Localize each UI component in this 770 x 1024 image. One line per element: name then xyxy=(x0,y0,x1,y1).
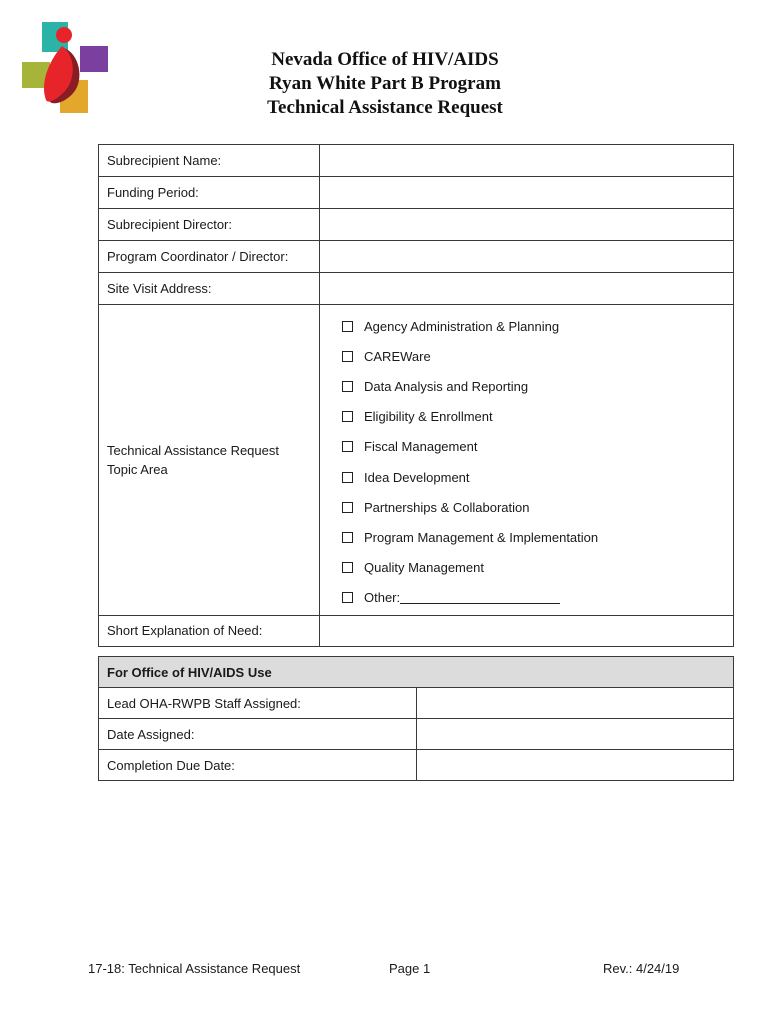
completion-due-label: Completion Due Date: xyxy=(99,750,417,781)
footer-page-number: Page 1 xyxy=(389,961,431,976)
topic-option-label: Partnerships & Collaboration xyxy=(364,499,530,515)
topic-option[interactable] xyxy=(342,402,733,432)
topic-option-label: Idea Development xyxy=(364,469,470,485)
completion-due-field[interactable] xyxy=(416,750,734,781)
topic-option[interactable] xyxy=(342,522,733,552)
topic-option-label: Data Analysis and Reporting xyxy=(364,378,529,394)
topic-option[interactable] xyxy=(342,341,733,371)
topic-option-label: Program Management & Implementation xyxy=(364,529,599,545)
topic-option-label: Other: xyxy=(364,590,401,606)
checkbox-icon[interactable] xyxy=(342,592,353,603)
document-title xyxy=(180,48,590,120)
topic-option-other[interactable] xyxy=(342,583,733,613)
office-use-table xyxy=(98,656,734,781)
topic-option[interactable] xyxy=(342,432,733,462)
short-explanation-label: Short Explanation of Need: xyxy=(99,615,320,646)
request-form-table xyxy=(98,144,734,647)
site-visit-address-field[interactable] xyxy=(320,273,734,305)
site-visit-address-label: Site Visit Address: xyxy=(99,273,320,305)
lead-staff-label: Lead OHA-RWPB Staff Assigned: xyxy=(99,688,417,719)
topic-checkbox-list xyxy=(320,305,733,615)
topic-option[interactable] xyxy=(342,553,733,583)
topic-option[interactable] xyxy=(342,462,733,492)
checkbox-icon[interactable] xyxy=(342,321,353,332)
program-coordinator-label: Program Coordinator / Director: xyxy=(99,241,320,273)
topic-option[interactable] xyxy=(342,371,733,401)
checkbox-icon[interactable] xyxy=(342,532,353,543)
topic-option-label: Fiscal Management xyxy=(364,439,478,455)
lead-staff-field[interactable] xyxy=(416,688,734,719)
topic-area-label xyxy=(99,305,320,616)
topic-area-options xyxy=(320,305,734,616)
office-use-header: For Office of HIV/AIDS Use xyxy=(99,657,734,688)
date-assigned-field[interactable] xyxy=(416,719,734,750)
title-line-2: Ryan White Part B Program xyxy=(269,73,501,94)
topic-option[interactable] xyxy=(342,311,733,341)
checkbox-icon[interactable] xyxy=(342,562,353,573)
checkbox-icon[interactable] xyxy=(342,351,353,362)
title-line-1: Nevada Office of HIV/AIDS xyxy=(271,49,499,70)
funding-period-label: Funding Period: xyxy=(99,177,320,209)
topic-option-label: Eligibility & Enrollment xyxy=(364,409,493,425)
program-coordinator-field[interactable] xyxy=(320,241,734,273)
topic-area-label-line-2: Topic Area xyxy=(107,461,168,477)
funding-period-field[interactable] xyxy=(320,177,734,209)
checkbox-icon[interactable] xyxy=(342,411,353,422)
checkbox-icon[interactable] xyxy=(342,502,353,513)
checkbox-icon[interactable] xyxy=(342,381,353,392)
date-assigned-label: Date Assigned: xyxy=(99,719,417,750)
subrecipient-director-label: Subrecipient Director: xyxy=(99,209,320,241)
short-explanation-field[interactable] xyxy=(320,615,734,646)
checkbox-icon[interactable] xyxy=(342,472,353,483)
subrecipient-name-label: Subrecipient Name: xyxy=(99,145,320,177)
topic-area-label-line-1: Technical Assistance Request xyxy=(107,442,279,458)
checkbox-icon[interactable] xyxy=(342,441,353,452)
topic-option-label: Quality Management xyxy=(364,560,484,576)
topic-option-label: Agency Administration & Planning xyxy=(364,318,560,334)
nevada-oha-logo xyxy=(22,20,110,115)
subrecipient-name-field[interactable] xyxy=(320,145,734,177)
topic-option-label: CAREWare xyxy=(364,348,431,364)
topic-option[interactable] xyxy=(342,492,733,522)
footer-document-id: 17-18: Technical Assistance Request xyxy=(88,961,301,976)
title-line-3: Technical Assistance Request xyxy=(267,97,503,118)
subrecipient-director-field[interactable] xyxy=(320,209,734,241)
footer-revision: Rev.: 4/24/19 xyxy=(603,961,680,976)
other-blank-line[interactable] xyxy=(400,591,560,604)
